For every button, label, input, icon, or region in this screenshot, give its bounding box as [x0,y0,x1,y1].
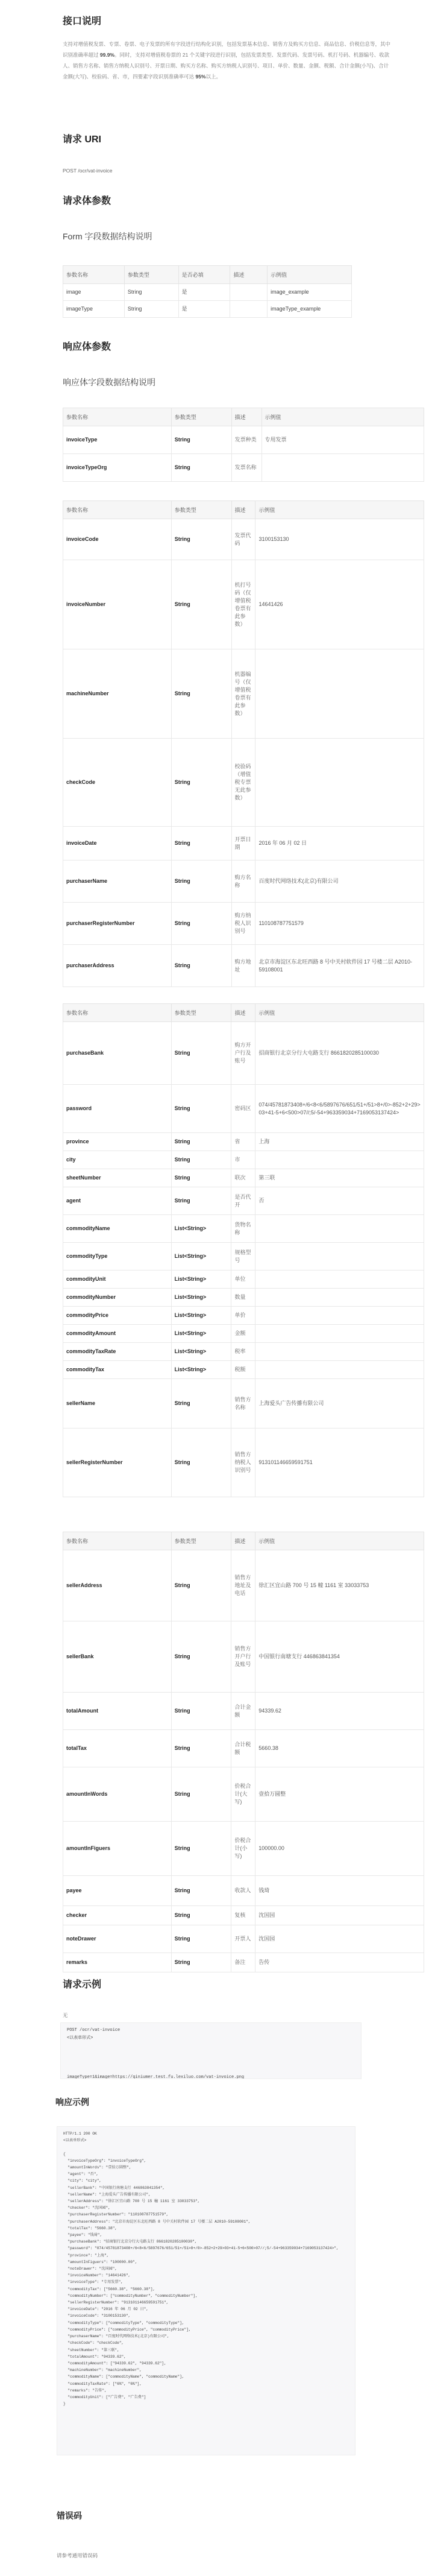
param-example: 913101146659591751 [255,1428,424,1497]
param-example [255,1361,424,1379]
param-type: String [171,560,231,649]
param-name: payee [63,1876,172,1906]
response-body-subheading: 响应体字段数据结构说明 [63,377,155,387]
param-example [255,739,424,827]
request-example-code: POST /ocr/vat-invoice <以表单形式> imageType=1&image=https://qiniumer.test.fu.lexiluo.com/vat-invoice.png [60,2022,362,2079]
table-row [63,1343,424,1361]
param-name: sellerAddress [63,1550,172,1621]
param-type: String [171,1550,231,1621]
table-row [63,301,352,318]
column-header: 是否必填 [178,266,230,284]
param-desc: 备注 [231,1953,255,1972]
param-name: invoiceNumber [63,560,172,649]
param-type: String [171,739,231,827]
error-codes-heading: 错误码 [57,2511,82,2521]
param-name: amountInFiguers [63,1822,172,1876]
param-desc: 收款人 [231,1876,255,1906]
column-header: 参数名称 [63,408,172,426]
param-example: 北京市海淀区东北旺西路 8 号中关村软件园 17 号楼二层 A2010-59108001 [255,945,424,987]
column-header: 描述 [231,1004,255,1022]
param-desc: 校验码（增值税专票无此参数） [231,739,255,827]
table-row [63,1307,424,1325]
param-name: commodityTaxRate [63,1343,172,1361]
param-example [255,1151,424,1169]
param-desc: 销售方名称 [231,1379,255,1428]
param-type: String [171,426,231,454]
param-type: String [171,519,231,560]
param-name: totalAmount [63,1693,172,1730]
intro-text-part: 。同时，支持对增值税卷票的 21 个关键字段进行识别，包括发票类型、发票代码、发票号码、机打号码、机器编号、收款人、销售方名称、销售方纳税人识别号、开票日期、购买方名称、购买方纳税人识别号、项目、单价、数量、金额、税额、合计金额(小写)、合计金额(大写)、校验码、省、市，四要素字段识别准确率可达 [63,52,390,80]
param-example: 告传 [255,1953,424,1972]
param-example: 沈国园 [255,1925,424,1953]
param-name: amountInWords [63,1767,172,1822]
response-params-table-4 [63,1532,424,1972]
param-name: totalTax [63,1730,172,1767]
table-row [63,1289,424,1307]
table-row [63,1693,424,1730]
param-example: 徐汇区宜山路 700 号 15 幢 1161 室 33033753 [255,1550,424,1621]
param-name: commodityTax [63,1361,172,1379]
table-header-row [63,266,352,284]
param-desc: 购方名称 [231,860,255,903]
param-type: String [171,1925,231,1953]
param-desc: 单价 [231,1307,255,1325]
param-name: machineNumber [63,649,172,739]
error-codes-text: 请参考通用错误码 [57,2552,98,2559]
param-name: commodityName [63,1215,172,1243]
table-row [63,649,424,739]
param-name: purchaserName [63,860,172,903]
column-header: 示例值 [255,1004,424,1022]
column-header: 描述 [231,1532,255,1550]
param-desc: 开票日期 [231,827,255,860]
param-example: 100000.00 [255,1822,424,1876]
param-type: String [171,903,231,945]
param-desc: 金额 [231,1325,255,1343]
param-example: 14641426 [255,560,424,649]
param-desc: 机打号码（仅增值税卷票有此参数） [231,560,255,649]
request-example-heading: 请求示例 [63,1980,102,1990]
param-example: image_example [268,284,352,301]
param-example: imageType_example [268,301,352,318]
param-name: sellerRegisterNumber [63,1428,172,1497]
param-example: 3100153130 [255,519,424,560]
param-desc: 价税合计(大写) [231,1767,255,1822]
table-row [63,1133,424,1151]
param-name: sheetNumber [63,1169,172,1187]
param-type: String [171,1022,231,1085]
param-example: 百度时代网络技术(北京)有限公司 [255,860,424,903]
table-header-row [63,1532,424,1550]
response-params-table-3 [63,1003,424,1497]
column-header: 参数类型 [124,266,178,284]
param-example: 钱琦 [255,1876,424,1906]
param-example: 2016 年 06 月 02 日 [255,827,424,860]
param-type: String [171,945,231,987]
column-header: 示例值 [255,1532,424,1550]
response-example-code: HTTP/1.1 200 OK <以表单形式> { "invoiceTypeOrg": "invoiceTypeOrg", "amountInWords": "壹拾万圆整", "agent": "否", "city": "city", "sellerBank": "中国银行南塘支行 446863841354", "sellerName": "上海爱头广告传播有限公司", "sellerAddress": "徐汇区宜山路 700 号 15 幢 1161 室 33033753", "checker": "沈国园", "purchaserRegisterNumber": "110108787751579", "purchaserAddress": "北京市海淀区东北旺西路 8 号中关村软件园 17 号楼二层 A2010-59108001", "totalTax": "5660.38", "payee": "钱琦", "purchaseBank": "招商银行北京分行大屯路支行 8661820285100030", "password": "074/45781873408+/6<8<6/5897676/651/51+/51>8+/0>-852+2+29>03+41-5+6<500>07//;5/-54+963359034+7169053137424>", "province": "上海", "amountInFiguers": "100000.00", "noteDrawer": "沈国园", "invoiceNumber": "14641426", "invoiceType": "专用发票", "commodityTax": ["5660.38", "5660.38"], "commodityNumber": ["commodityNumber", "commodityNumber"], "sellerRegisterNumber": "913101146659591751", "invoiceDate": "2016 年 06 月 02 日", "invoiceCode": "3100153130", "commodityType": ["commodityType", "commodityType"], "commodityPrice": ["commodityPrice", "commodityPrice"], "purchaserName": "百度时代网络技术(北京)有限公司", "checkCode": "checkCode", "sheetNumber": "第三联", "totalAmount": "94339.62", "commodityAmount": ["94339.62", "94339.62"], "machineNumber": "machineNumber", "commodityName": ["commodityName", "commodityName"], "commodityTaxRate": ["6%", "6%"], "remarks": "告传", "commodityUnit": ["广告费", "广告费"] } [57,2126,355,2455]
response-params-table-1 [63,408,424,482]
column-header: 参数类型 [171,1532,231,1550]
param-desc: 销售方纳税人识别号 [231,1428,255,1497]
param-name: password [63,1085,172,1133]
param-example: 专用发票 [261,426,424,454]
param-name: noteDrawer [63,1925,172,1953]
param-desc: 销售方开户行及账号 [231,1621,255,1693]
param-desc: 购方纳税人识别号 [231,903,255,945]
param-name: remarks [63,1953,172,1972]
param-desc: 发票种类 [231,426,261,454]
table-row [63,1925,424,1953]
table-row [63,1822,424,1876]
request-params-table [63,265,352,318]
param-type: String [171,1187,231,1215]
param-example: 074/45781873408+/6<8<6/5897676/651/51+/51>8+/0>-852+2+29>03+41-5+6<500>07//;5/-54+963359034+7169053137424> [255,1085,424,1133]
param-type: String [171,1693,231,1730]
table-row [63,903,424,945]
param-desc: 复核 [231,1906,255,1925]
param-type: String [171,649,231,739]
table-row [63,1767,424,1822]
param-type: List<String> [171,1343,231,1361]
table-row [63,860,424,903]
param-type: String [171,860,231,903]
param-required: 是 [178,301,230,318]
param-name: checkCode [63,739,172,827]
intro-heading: 接口说明 [63,16,102,27]
table-row [63,1953,424,1972]
param-type: List<String> [171,1307,231,1325]
table-row [63,1876,424,1906]
param-desc: 密码区 [231,1085,255,1133]
param-type: List<String> [171,1271,231,1289]
column-header: 参数类型 [171,408,231,426]
table-header-row [63,501,424,519]
request-body-heading: 请求体参数 [63,196,111,206]
param-type: String [171,1169,231,1187]
param-desc: 购方开户行及账号 [231,1022,255,1085]
param-example: 否 [255,1187,424,1215]
param-name: city [63,1151,172,1169]
intro-accuracy-highlight: 99.9% [99,52,114,58]
param-type: String [171,1133,231,1151]
table-row [63,1730,424,1767]
param-type: List<String> [171,1289,231,1307]
param-desc: 数量 [231,1289,255,1307]
param-name: invoiceDate [63,827,172,860]
table-row [63,1187,424,1215]
table-row [63,1379,424,1428]
param-desc: 合计金额 [231,1693,255,1730]
param-name: commodityType [63,1243,172,1271]
param-example [255,1289,424,1307]
param-example [255,1271,424,1289]
param-type: String [124,284,178,301]
param-example: 94339.62 [255,1693,424,1730]
param-name: commodityNumber [63,1289,172,1307]
table-row [63,945,424,987]
table-row [63,454,424,482]
param-example [261,454,424,482]
param-desc: 市 [231,1151,255,1169]
param-desc: 税率 [231,1343,255,1361]
table-header-row [63,408,424,426]
param-type: String [171,827,231,860]
param-desc: 发票名称 [231,454,261,482]
param-name: sellerName [63,1379,172,1428]
param-desc: 销售方地址及电话 [231,1550,255,1621]
param-name: invoiceTypeOrg [63,454,172,482]
intro-accuracy-highlight: 95% [195,74,206,80]
column-header: 描述 [231,501,255,519]
param-type: List<String> [171,1243,231,1271]
param-type: String [171,1822,231,1876]
param-name: commodityPrice [63,1307,172,1325]
table-row [63,1085,424,1133]
param-example [255,649,424,739]
param-name: agent [63,1187,172,1215]
response-body-heading: 响应体参数 [63,342,111,352]
table-row [63,1151,424,1169]
request-uri-value: POST /ocr/vat-invoice [63,168,113,174]
param-name: purchaserAddress [63,945,172,987]
param-type: String [171,1621,231,1693]
param-desc: 合计税额 [231,1730,255,1767]
param-example: 壹拾万圆整 [255,1767,424,1822]
param-name: commodityAmount [63,1325,172,1343]
param-desc: 单位 [231,1271,255,1289]
column-header: 参数类型 [171,501,231,519]
param-required: 是 [178,284,230,301]
param-type: String [124,301,178,318]
table-row [63,1325,424,1343]
param-type: String [171,1953,231,1972]
request-example-label: 无 [63,2012,68,2018]
table-row [63,560,424,649]
param-example: 5660.38 [255,1730,424,1767]
column-header: 示例值 [255,501,424,519]
column-header: 参数名称 [63,1004,172,1022]
param-type: String [171,1730,231,1767]
param-type: String [171,1379,231,1428]
param-example: 110108787751579 [255,903,424,945]
param-name: purchaserRegisterNumber [63,903,172,945]
param-type: String [171,1767,231,1822]
param-desc: 价税合计(小写) [231,1822,255,1876]
intro-text-part: 以上。 [205,74,222,80]
column-header: 示例值 [268,266,352,284]
intro-text [63,39,391,82]
param-example [255,1325,424,1343]
param-name: sellerBank [63,1621,172,1693]
param-example [255,1215,424,1243]
param-example: 中国银行南塘支行 446863841354 [255,1621,424,1693]
param-name: checker [63,1906,172,1925]
param-name: invoiceCode [63,519,172,560]
column-header: 示例值 [261,408,424,426]
table-row [63,739,424,827]
param-type: List<String> [171,1215,231,1243]
table-row [63,1271,424,1289]
param-type: String [171,1151,231,1169]
table-row [63,519,424,560]
param-desc: 开票人 [231,1925,255,1953]
param-example: 招商银行北京分行大屯路支行 8661820285100030 [255,1022,424,1085]
table-row [63,1621,424,1693]
param-desc: 联次 [231,1169,255,1187]
param-type: String [171,454,231,482]
table-header-row [63,1004,424,1022]
table-row [63,1169,424,1187]
table-row [63,1022,424,1085]
param-name: purchaseBank [63,1022,172,1085]
param-name: commodityUnit [63,1271,172,1289]
param-example [255,1343,424,1361]
param-desc: 规格型号 [231,1243,255,1271]
param-desc: 税额 [231,1361,255,1379]
table-row [63,1361,424,1379]
param-desc: 购方地址 [231,945,255,987]
param-type: List<String> [171,1325,231,1343]
column-header: 描述 [231,408,261,426]
table-row [63,827,424,860]
param-desc: 发票代码 [231,519,255,560]
request-body-subheading: Form 字段数据结构说明 [63,232,152,241]
param-type: String [171,1876,231,1906]
param-name: province [63,1133,172,1151]
param-desc [230,301,268,318]
column-header: 参数名称 [63,501,172,519]
column-header: 参数名称 [63,266,125,284]
param-example [255,1307,424,1325]
table-row [63,1428,424,1497]
column-header: 参数类型 [171,1004,231,1022]
request-uri-heading: 请求 URI [63,134,102,145]
response-example-heading: 响应示例 [55,2097,89,2107]
param-desc: 机器编号（仅增值税卷票有此参数） [231,649,255,739]
param-desc [230,284,268,301]
param-desc: 省 [231,1133,255,1151]
param-desc: 是否代开 [231,1187,255,1215]
param-name: imageType [63,301,125,318]
param-desc: 货物名称 [231,1215,255,1243]
param-example: 上海爱头广告传播有限公司 [255,1379,424,1428]
param-type: List<String> [171,1361,231,1379]
param-type: String [171,1085,231,1133]
param-example: 上海 [255,1133,424,1151]
table-row [63,284,352,301]
intro-text-part: 支持对增值税发票、专票、卷票、电子发票的所有字段进行结构化识别，包括发票基本信息、销售方及购买方信息、商品信息、价税信息等，其中识别准确率超过 [63,41,391,58]
param-example [255,1243,424,1271]
table-row [63,1243,424,1271]
column-header: 参数名称 [63,1532,172,1550]
param-example: 沈国园 [255,1906,424,1925]
response-params-table-2 [63,500,424,987]
table-row [63,1215,424,1243]
param-type: String [171,1906,231,1925]
param-name: invoiceType [63,426,172,454]
table-row [63,426,424,454]
column-header: 描述 [230,266,268,284]
table-row [63,1550,424,1621]
table-row [63,1906,424,1925]
param-type: String [171,1428,231,1497]
param-example: 第三联 [255,1169,424,1187]
param-name: image [63,284,125,301]
